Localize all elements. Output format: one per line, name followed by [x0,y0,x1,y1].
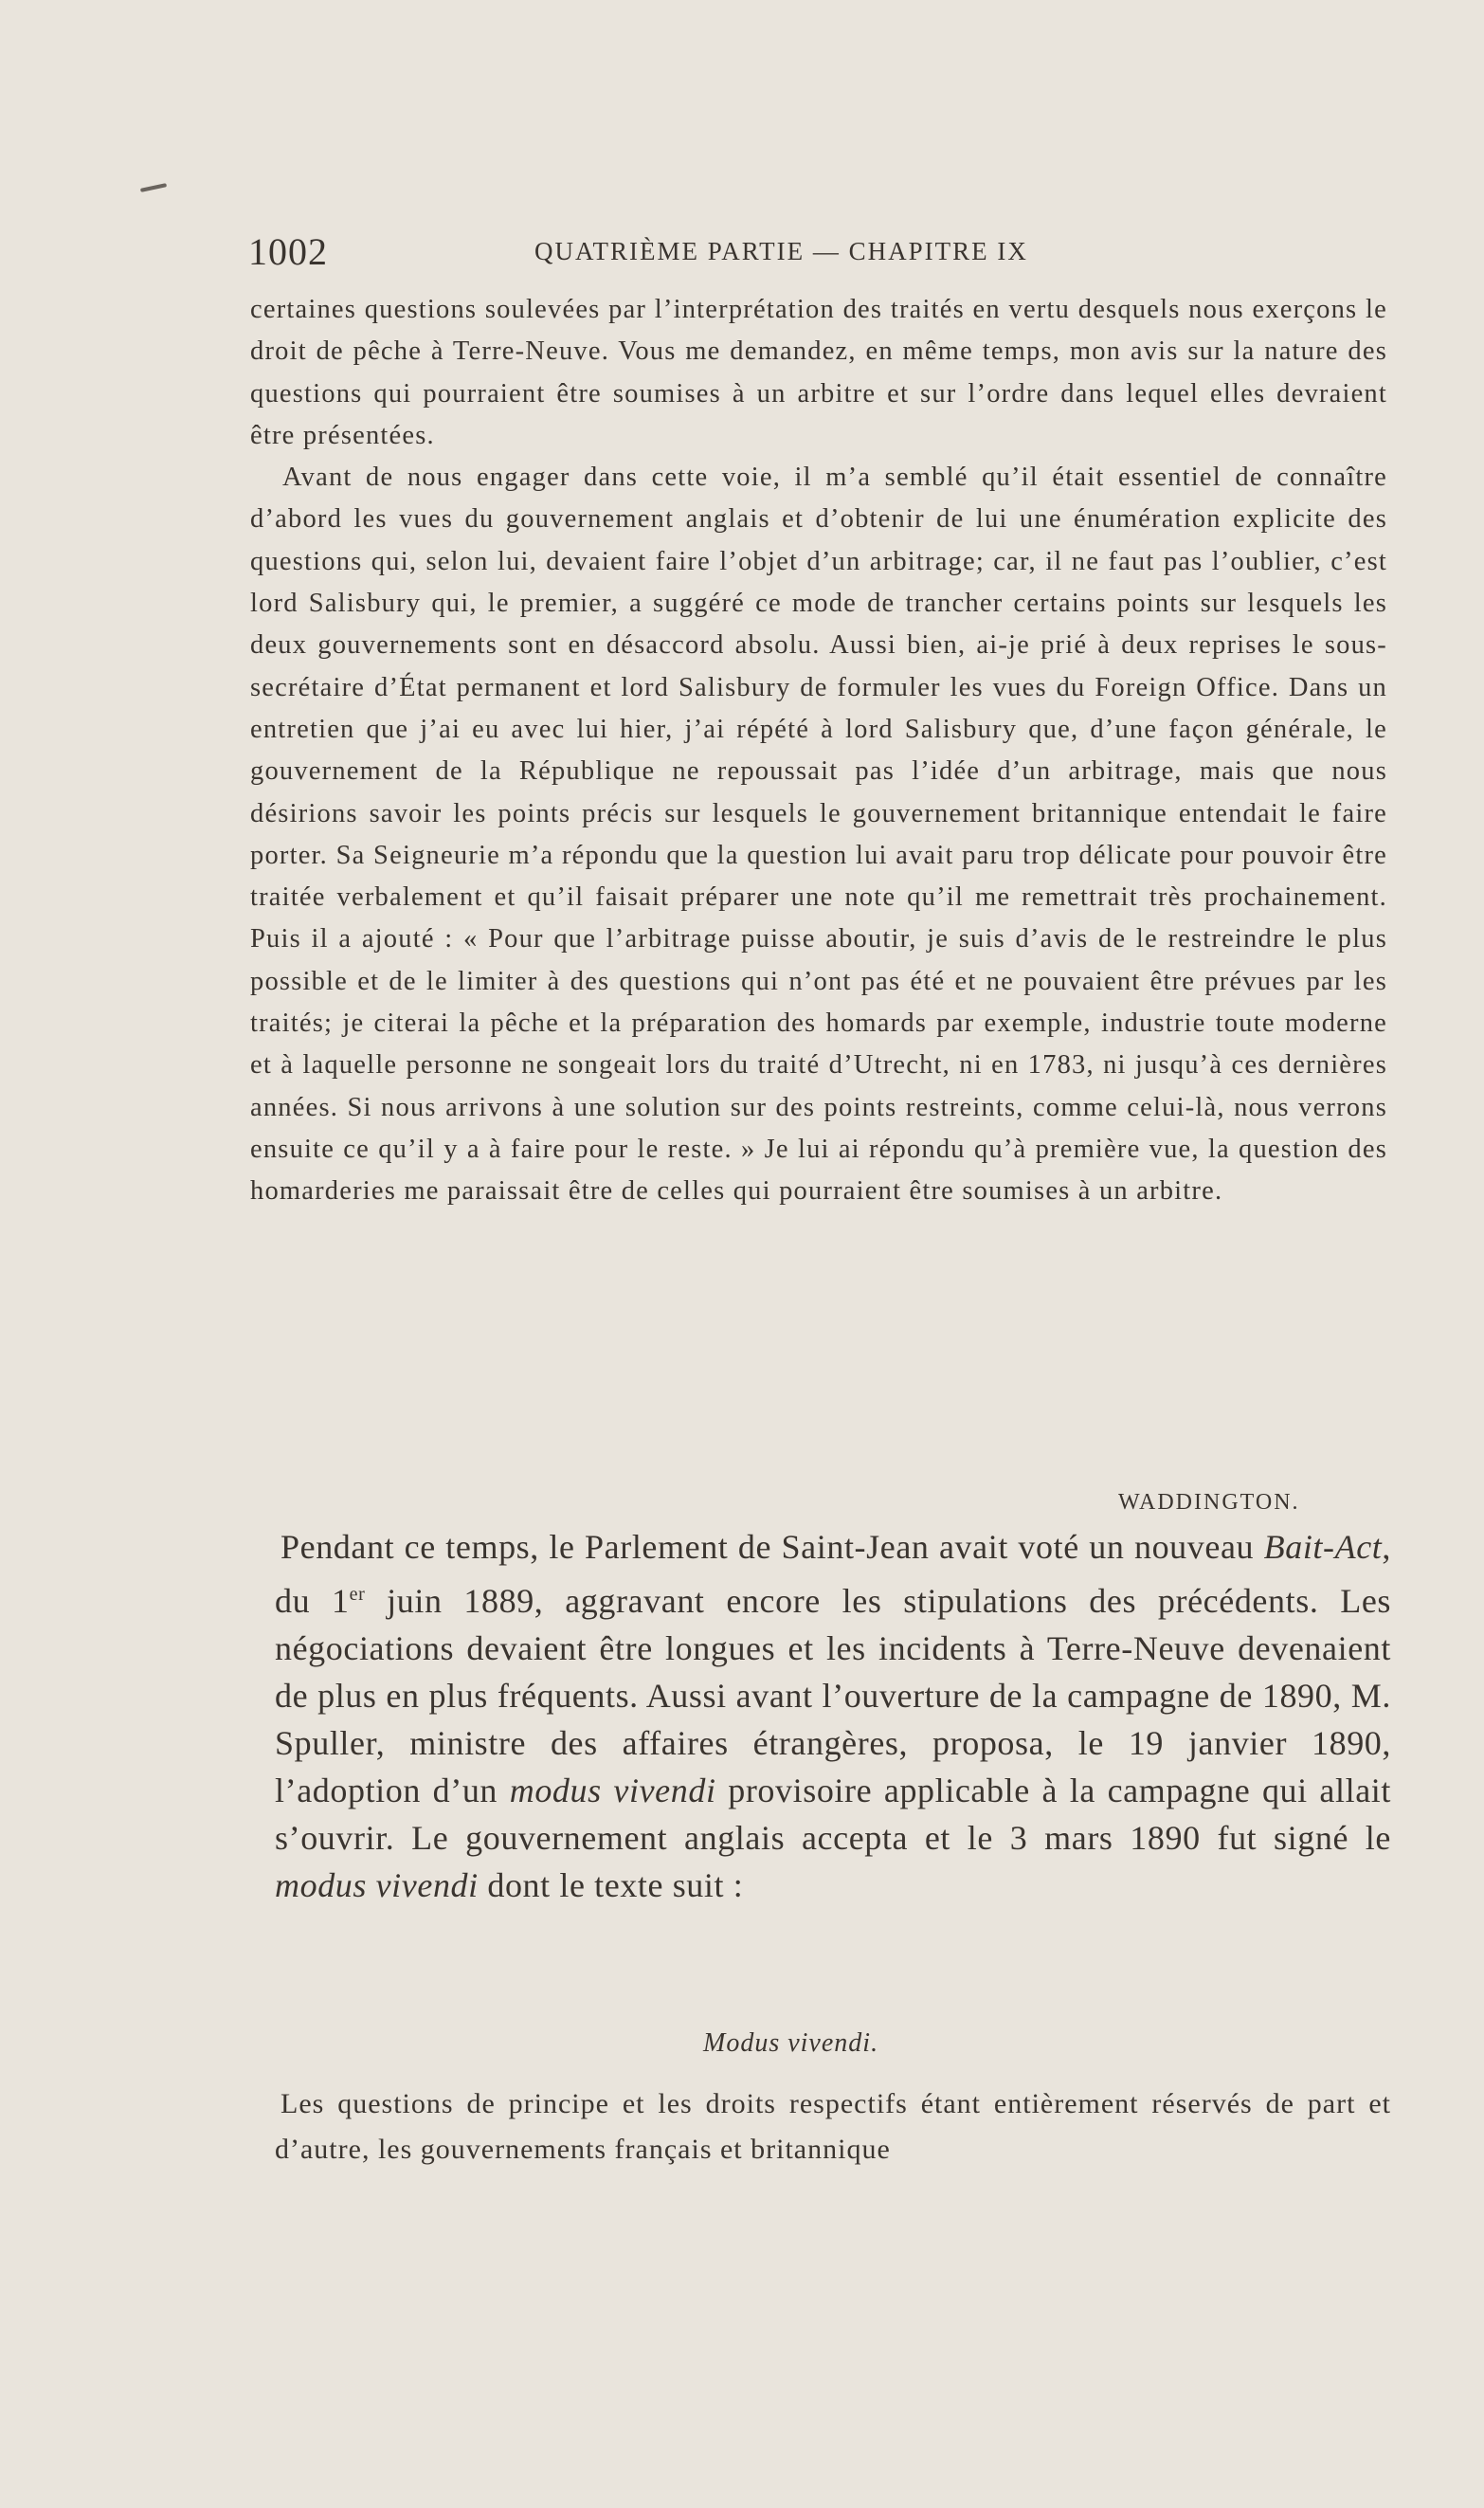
margin-mark [140,183,167,192]
main-text-e: dont le texte suit : [478,1866,744,1904]
main-text-b: , du 1 [275,1528,1391,1620]
modus-vivendi-term-1: modus vivendi [509,1772,716,1809]
superscript-er: er [349,1584,366,1605]
letter-paragraph-2: Avant de nous engager dans cette voie, il m’a semblé qu’il était essentiel de connaître d’abord les vues du gouvernement anglais et d’obtenir de lui une énumération explicite des questions qui, selon lui, devaient faire l’objet d’un arbitrage; car, il ne faut pas l’oublier, c’est lord Salisbury qui, le premier, a suggéré ce mode de trancher certains points sur lesquels les deux gouvernements sont en désaccord absolu. Aussi bien, ai-je prié à deux reprises le sous-secrétaire d’État permanent et lord Salisbury de formuler les vues du Foreign Office. Dans un entretien que j’ai eu avec lui hier, j’ai répété à lord Salisbury que, d’une façon générale, le gouvernement de la République ne repoussait pas l’idée d’un arbitrage, mais que nous désirions savoir les points précis sur lesquels le gouvernement britannique entendait le faire porter. Sa Seigneurie m’a répondu que la question lui avait paru trop délicate pour pouvoir être traitée verbalement et qu’il faisait préparer une note qu’il me remettrait très prochainement. Puis il a ajouté : « Pour que l’arbitrage puisse aboutir, je suis d’avis de le restreindre le plus possible et de le limiter à des questions qui n’ont pas été et ne pouvaient être prévues par les traités; je citerai la pêche et la préparation des homards par exemple, industrie toute moderne et à laquelle personne ne songeait lors du traité d’Utrecht, ni en 1783, ni jusqu’à ces dernières années. Si nous arrivons à une solution sur des points restreints, comme celui-là, nous verrons ensuite ce qu’il y a à faire pour le reste. » Je lui ai répondu qu’à première vue, la question des homarderies me paraissait être de celles qui pourraient être soumises à un arbitre. [250,463,1387,1207]
quoted-letter [250,289,1387,1213]
main-text-a: Pendant ce temps, le Parlement de Saint-Jean avait voté un nouveau [281,1528,1264,1566]
main-paragraph-text [275,1523,1391,1909]
letter-signature: WADDINGTON. [1118,1490,1300,1515]
chapter-heading: QUATRIÈME PARTIE — CHAPITRE IX [534,237,1028,265]
modus-vivendi-text: Les questions de principe et les droits respectifs étant entièrement réservés de part et d’autre, les gouvernements français et britannique [275,2088,1391,2165]
bait-act-term: Bait-Act [1263,1528,1383,1566]
page-number: 1002 [248,230,328,273]
letter-paragraph-1: certaines questions soulevées par l’interprétation des traités en vertu desquels nous exerçons le droit de pêche à Terre-Neuve. Vous me demandez, en même temps, mon avis sur la nature des questions qui pourraient être soumises à un arbitre et sur l’ordre dans lequel elles devraient être présentées. [250,295,1387,450]
modus-vivendi-text-block [275,2081,1391,2172]
main-text-d: provisoire applicable à la campagne qui allait s’ouvrir. Le gouvernement anglais accepta et le 3 mars 1890 fut signé le [275,1772,1392,1857]
modus-vivendi-title: Modus vivendi. [703,2028,879,2058]
running-head [248,229,1404,277]
main-text-c: juin 1889, aggravant encore les stipulations des précédents. Les négociations devaient être longues et les incidents à Terre-Neuve devenaient de plus en plus fréquents. Aussi avant l’ouverture de la campagne de 1890, M. Spuller, ministre des affaires étrangères, proposa, le 19 janvier 1890, l’adoption d’un [275,1582,1392,1809]
modus-vivendi-term-2: modus vivendi [275,1866,479,1904]
main-paragraph [275,1523,1391,1909]
